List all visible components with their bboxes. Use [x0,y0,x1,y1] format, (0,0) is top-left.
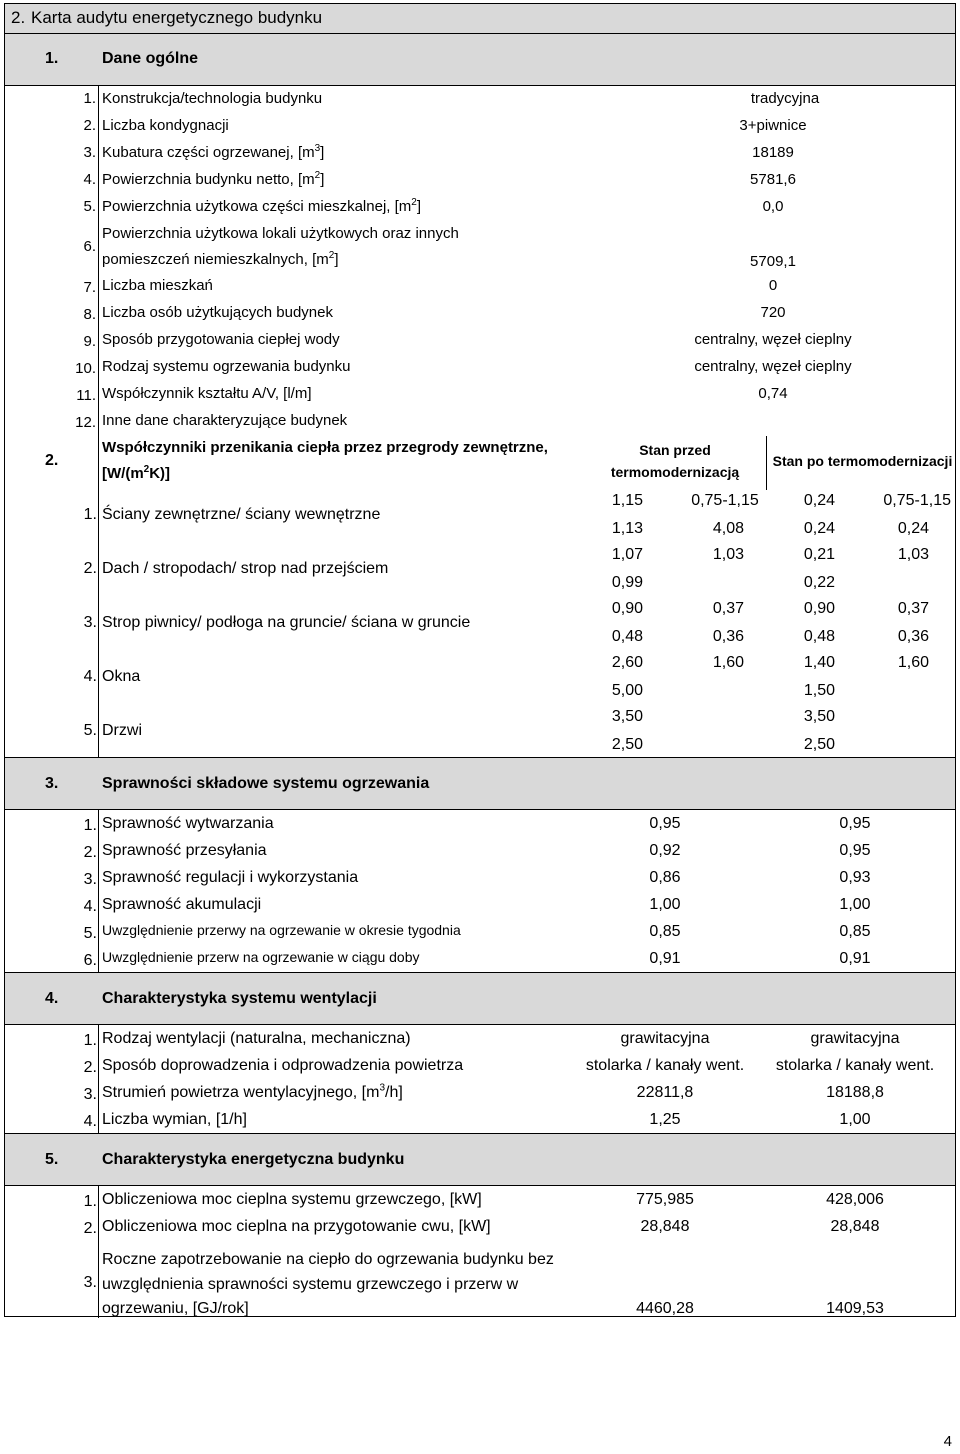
value-before-b: 0,37 [712,600,744,617]
value-before: 22811,8 [636,1084,694,1101]
value-before: stolarka / kanały went. [585,1057,745,1074]
value-after-b: 0,75-1,15 [883,492,951,509]
value-before: 0,92 [649,842,681,859]
row-number: 6. [83,952,97,969]
row-label: Rodzaj wentylacji (naturalna, mechaniczna) [102,1030,411,1047]
value-after: 0,85 [839,923,871,940]
row-number: 4. [83,668,97,685]
value-after: 1,00 [839,1111,871,1128]
row-number: 12. [75,414,96,431]
row-number: 6. [83,238,96,255]
value-after: 0,93 [839,869,871,886]
row-label-line-1: Roczne zapotrzebowanie na ciepło do ogrzewania budynku bez [102,1251,554,1268]
value-before-b: 1,03 [712,546,744,563]
value-after-b: 0,36 [897,628,929,645]
row-label: Liczba mieszkań [102,277,213,294]
row-label: Sprawność regulacji i wykorzystania [102,869,359,886]
page-number: 4 [943,1433,952,1450]
value-before: 4460,28 [636,1300,694,1317]
section-number: 2. [45,452,59,469]
before-header-line-1: Stan przed [639,442,711,458]
row-number: 11. [76,387,96,404]
row-number: 2. [83,1059,97,1076]
value-after-a: 0,48 [803,628,835,645]
row-value: centralny, węzeł cieplny [694,331,852,348]
row-label: Liczba wymian, [1/h] [102,1111,247,1128]
row-number: 4. [83,898,97,915]
row-value: 5709,1 [750,253,796,270]
value-after-b: 1,03 [897,546,929,563]
value-before-b: 1,60 [712,654,744,671]
row-number: 2. [83,1220,97,1237]
row-value: 720 [760,304,786,321]
row-number: 1. [83,506,97,523]
row-number: 1. [83,1193,97,1210]
value-after: 428,006 [826,1191,884,1208]
row-number: 1. [83,1032,97,1049]
row-label: Kubatura części ogrzewanej, $[m^3]$ [102,143,325,161]
row-label: Współczynnik kształtu A/V, [l/m] [102,385,312,402]
row-number: 2. [83,560,97,577]
row-label: Sprawność wytwarzania [102,815,274,832]
value-after: 1,00 [839,896,871,913]
row-label: Rodzaj systemu ogrzewania budynku [102,358,351,375]
row-label: Sposób doprowadzenia i odprowadzenia powietrza [102,1057,464,1074]
value-after-b: 0,37 [897,600,929,617]
value-after: 0,91 [839,950,871,967]
value-before-a: 1,15 [611,492,643,509]
row-number: 5. [83,722,97,739]
row-label: Sposób przygotowania ciepłej wody [102,331,340,348]
row-value: 5781,6 [750,171,796,188]
value-before: 1,00 [649,896,681,913]
row-number: 3. [83,871,97,888]
value-after-a: 3,50 [803,708,835,725]
value-after: 1409,53 [826,1300,884,1317]
value-before-b: 0,36 [712,628,744,645]
value-before-a: 2,60 [611,654,643,671]
row-label-line-2: uwzględnienia sprawności systemu grzewczego i przerw w [102,1276,519,1293]
value-after-a: 0,90 [803,600,835,617]
row-label: Strumień powietrza wentylacyjnego, $[m^3/h]$ [102,1082,403,1101]
value-before: 28,848 [640,1218,690,1235]
section-title: Charakterystyka energetyczna budynku [102,1151,405,1168]
row-number: 3. [83,1274,97,1291]
section-title-line-1: Współczynniki przenikania ciepła przez przegrody zewnętrzne, [102,439,548,456]
value-after-a: 1,50 [803,682,835,699]
after-header: Stan po termomodernizacji [772,453,953,469]
value-after: stolarka / kanały went. [775,1057,935,1074]
row-label: Uwzględnienie przerw na ogrzewanie w ciągu doby [102,949,420,965]
row-label: Sprawność przesyłania [102,842,267,859]
row-value: 3+piwnice [739,117,807,134]
row-label-line-2: pomieszczeń niemieszkalnych, $[m^2]$ [102,250,339,268]
row-value: centralny, węzeł cieplny [694,358,852,375]
row-label: Liczba kondygnacji [102,117,229,134]
row-label-line-3: ogrzewaniu, [GJ/rok] [102,1300,249,1317]
value-before-b: 4,08 [712,520,744,537]
value-after-a: 0,24 [803,492,835,509]
row-value: 0,0 [762,198,784,215]
row-label: Obliczeniowa moc cieplna systemu grzewczego, [kW] [102,1191,482,1208]
row-number: 4. [83,171,96,188]
document-title-number: 2. [11,8,26,27]
row-value: tradycyjna [750,90,820,107]
value-after-b: 1,60 [897,654,929,671]
row-number: 4. [83,1113,97,1130]
value-before-a: 3,50 [611,708,643,725]
value-before: 1,25 [649,1111,681,1128]
value-after-a: 0,22 [803,574,835,591]
row-number: 5. [83,925,97,942]
value-before-a: 2,50 [611,736,643,753]
row-number: 1. [83,817,97,834]
row-number: 9. [83,333,96,350]
row-number: 2. [83,844,97,861]
value-before: 0,95 [649,815,681,832]
section-number: 5. [45,1151,59,1168]
value-after-a: 2,50 [803,736,835,753]
row-label: Ściany zewnętrzne/ ściany wewnętrzne [102,506,381,523]
value-before-a: 1,13 [611,520,643,537]
value-before: 0,91 [649,950,681,967]
row-label: Dach / stropodach/ strop nad przejściem [102,560,389,577]
value-before: 775,985 [636,1191,694,1208]
row-label: Powierzchnia budynku netto, $[m^2]$ [102,170,325,188]
row-number: 2. [83,117,96,134]
value-before-a: 0,99 [611,574,643,591]
section-number: 4. [45,990,59,1007]
value-before-b: 0,75-1,15 [691,492,759,509]
value-before-a: 0,48 [611,628,643,645]
value-after-a: 0,21 [803,546,835,563]
value-before-a: 1,07 [611,546,643,563]
row-number: 3. [83,1086,97,1103]
row-number: 3. [83,614,97,631]
value-before: grawitacyjna [620,1030,710,1047]
audit-card-table [4,3,956,1317]
row-label: Konstrukcja/technologia budynku [102,90,323,107]
section-title: Sprawności składowe systemu ogrzewania [102,775,430,792]
row-label: Inne dane charakteryzujące budynek [102,412,348,429]
value-after-a: 1,40 [803,654,835,671]
row-value: 18189 [752,144,794,161]
section-title: Dane ogólne [102,50,199,67]
section-title: Charakterystyka systemu wentylacji [102,990,377,1007]
value-after-a: 0,24 [803,520,835,537]
value-after: 0,95 [839,815,871,832]
row-label: Uwzględnienie przerwy na ogrzewanie w okresie tygodnia [102,922,461,938]
row-number: 5. [83,198,96,215]
value-before: 0,86 [649,869,681,886]
row-value: 0,74 [758,385,788,402]
row-label: Liczba osób użytkujących budynek [102,304,333,321]
row-label: Sprawność akumulacji [102,896,262,913]
row-label: Powierzchnia użytkowa części mieszkalnej, $[m^2]$ [102,197,422,215]
value-before-a: 0,90 [611,600,643,617]
value-after: 0,95 [839,842,871,859]
row-label-line-1: Powierzchnia użytkowa lokali użytkowych oraz innych [102,225,459,242]
value-after-b: 0,24 [897,520,929,537]
value-before: 0,85 [649,923,681,940]
row-label: Drzwi [102,722,142,739]
section-number: 3. [45,775,59,792]
row-label: Strop piwnicy/ podłoga na gruncie/ ściana w gruncie [102,614,471,631]
row-number: 3. [83,144,96,161]
row-number: 10. [75,360,96,377]
row-label: Okna [102,668,141,685]
section-title-line-2: $[W/(m^2K)]$ [102,464,171,482]
value-after: 18188,8 [826,1084,884,1101]
section-number: 1. [45,50,59,67]
row-number: 7. [83,279,96,296]
value-after: grawitacyjna [810,1030,900,1047]
row-label: Obliczeniowa moc cieplna na przygotowanie cwu, [kW] [102,1218,491,1235]
row-value: 0 [768,277,778,294]
value-before-a: 5,00 [611,682,643,699]
row-number: 8. [83,306,96,323]
before-header-line-2: termomodernizacją [610,464,740,480]
value-after: 28,848 [830,1218,880,1235]
document-title: Karta audytu energetycznego budynku [31,8,323,27]
row-number: 1. [83,90,96,107]
